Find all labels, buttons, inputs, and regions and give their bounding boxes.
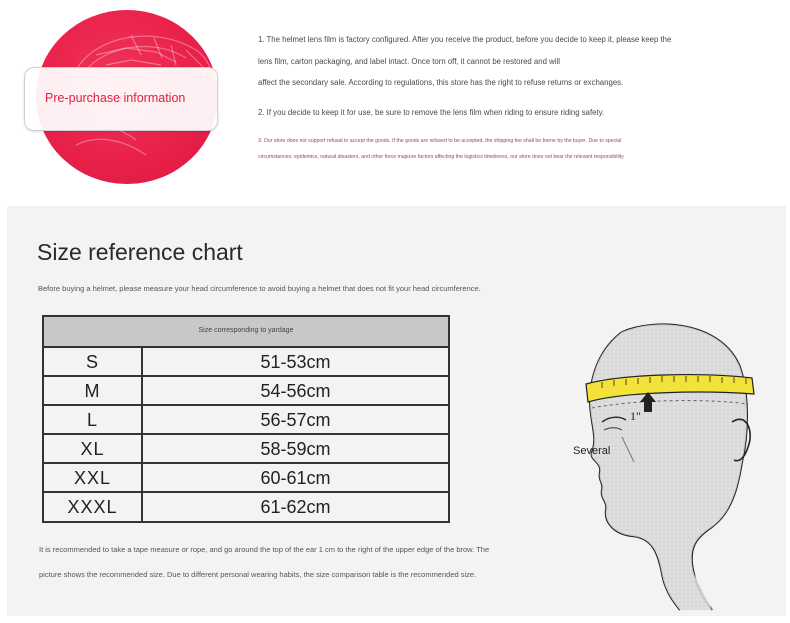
illustration-label: Several — [573, 445, 611, 457]
range-cell: 58-59cm — [260, 439, 331, 459]
footnote-line-2: picture shows the recommended size. Due to different personal wearing habits, the size comparison table is the recommended size. — [39, 570, 477, 579]
size-chart-title: Size reference chart — [37, 239, 243, 265]
range-cell: 60-61cm — [260, 468, 331, 488]
size-cell: S — [44, 348, 143, 375]
notice-line-1: 1. The helmet lens film is factory configured. After you receive the product, before you decide to keep it, please keep the — [258, 35, 672, 44]
size-chart-subtitle: Before buying a helmet, please measure your head circumference to avoid buying a helmet that does not fit your head circumference. — [38, 284, 481, 293]
notice-line-5: 3. Our store does not support refusal to accept the goods. If the goods are refused to be accepted, the shipping fee shall be borne by the buyer. Due to special — [258, 138, 622, 144]
tape-mark-label: 1" — [630, 409, 641, 423]
range-cell: 61-62cm — [260, 497, 331, 517]
size-cell: XL — [44, 435, 143, 462]
notice-line-4: 2. If you decide to keep it for use, be sure to remove the lens film when riding to ensure riding safety. — [258, 108, 605, 117]
footnote-line-1: It is recommended to take a tape measure or rope, and go around the top of the ear 1 cm to the right of the upper edge of the brow. The — [39, 545, 490, 554]
table-row — [44, 348, 448, 377]
size-cell: M — [44, 377, 143, 404]
size-table-header-label: Size corresponding to yardage — [198, 327, 294, 334]
notice-line-3: affect the secondary sale. According to regulations, this store has the right to refuse returns or exchanges. — [258, 78, 624, 87]
head-measure-illustration — [562, 312, 772, 612]
range-cell: 54-56cm — [260, 381, 331, 401]
size-cell: L — [44, 406, 143, 433]
range-cell: 51-53cm — [260, 352, 331, 372]
size-table — [42, 315, 450, 523]
size-cell: XXXL — [44, 493, 143, 522]
table-row — [44, 435, 448, 464]
table-row — [44, 406, 448, 435]
table-row — [44, 464, 448, 493]
size-chart-section — [7, 206, 786, 616]
size-cell: XXL — [44, 464, 143, 491]
pre-purchase-badge — [24, 67, 218, 131]
pre-purchase-section — [0, 0, 790, 205]
size-table-header — [44, 317, 448, 348]
table-row — [44, 493, 448, 522]
pre-purchase-label: Pre-purchase information — [45, 91, 186, 105]
notice-line-6: circumstances: epidemics, natural disasters, and other force majeure factors affecting the logistics timeliness, our store does not bear the relevant responsibility — [258, 154, 624, 160]
notice-line-2: lens film, carton packaging, and label intact. Once torn off, it cannot be restored and will — [258, 57, 560, 66]
range-cell: 56-57cm — [260, 410, 331, 430]
table-row — [44, 377, 448, 406]
